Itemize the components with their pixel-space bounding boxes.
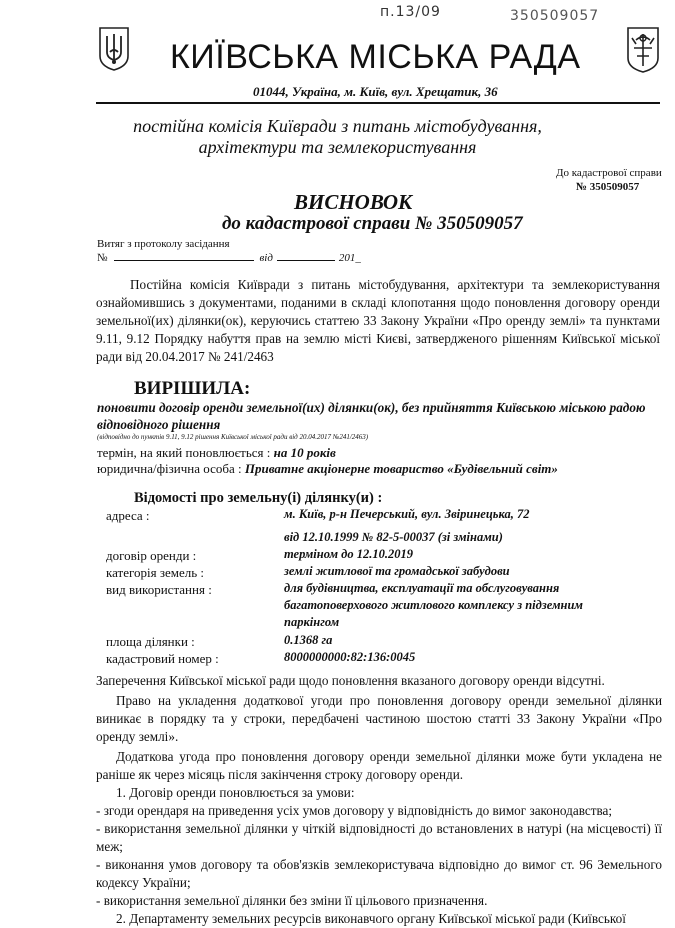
body-bullet-4: - використання земельної ділянки без зміни її цільового призначення. [96,893,488,908]
handwritten-number: 350509057 [510,8,600,24]
land-label-usage: вид використання : [106,582,212,597]
land-value-category: землі житлової та громадської забудови [284,564,510,578]
body-paragraph-1: Заперечення Київської міської ради щодо поновлення вказаного договору оренди відсутні. [96,673,605,688]
body-paragraph-2: Право на укладення додаткової угоди про поновлення договору оренди земельної ділянки виникає в порядку та у строки, передбачені частиною шостою статті 33 Закону України «Про оренду землі». [96,693,662,744]
land-value-usage-3: паркінгом [284,615,340,629]
body-item-1: 1. Договір оренди поновлюється за умови: [116,785,355,800]
decision-text-body: поновити договір оренди земельної(их) ділянки(ок), без прийняття Київською міською радою відповідного рішення [97,400,646,432]
land-heading: Відомості про земельну(і) ділянку(и) : [134,490,383,506]
committee-line-2: архітектури та землекористування [198,137,477,157]
land-label-category: категорія земель : [106,565,205,580]
protocol-year: 201_ [338,252,361,264]
entity-value: Приватне акціонерне товариство «Будівельний світ» [244,461,558,476]
committee-line-1: постійна комісія Київради з питань містобудування, [133,116,542,136]
case-ref-number: № 350509057 [576,181,640,193]
protocol-from: від [259,252,273,264]
ukraine-coat-of-arms-icon [98,26,130,72]
body-bullet-1: - згоди орендаря на приведення усіх умов договору у відповідність до вимог законодавства; [96,803,613,818]
case-ref-label: До кадастрової справи [556,167,662,179]
land-value-usage-1: для будівництва, експлуатації та обслуговування [284,581,560,595]
council-title: КИЇВСЬКА МІСЬКА РАДА [170,38,581,76]
land-label-cadastral: кадастровий номер : [106,651,219,666]
intro-paragraph [96,276,660,366]
entity-row [97,461,558,477]
body-text [96,672,662,928]
body-bullet-2: - використання земельної ділянки у чіткій відповідності до встановлених в натурі (на місцевості) її меж; [96,821,662,854]
handwritten-ref: п.13/09 [380,4,441,20]
body-bullet-3: - виконання умов договору та обов'язків землекористувача відповідно до вимог ст. 96 Земельного кодексу України; [96,857,662,890]
land-label-address: адреса : [106,508,150,523]
land-value-cadastral: 8000000000:82:136:0045 [284,650,416,664]
land-value-address: м. Київ, р-н Печерський, вул. Звіринецька, 72 [284,507,530,521]
council-address: 01044, Україна, м. Київ, вул. Хрещатик, 36 [253,84,498,99]
decision-heading: ВИРІШИЛА: [134,378,251,399]
land-label-contract: договір оренди : [106,548,197,563]
entity-label: юридична/фізична особа : [97,461,242,476]
protocol-no: № [97,252,108,264]
term-value: на 10 років [273,445,336,460]
land-value-contract-date: від 12.10.1999 № 82-5-00037 (зі змінами) [284,530,503,544]
header-rule [96,102,660,104]
protocol-line [97,252,361,264]
protocol-label: Витяг з протоколу засідання [97,238,230,250]
kyiv-coat-of-arms-icon [626,26,660,74]
land-value-area: 0.1368 га [284,633,333,647]
body-item-2: 2. Департаменту земельних ресурсів виконавчого органу Київської міської ради (Київської [116,911,626,926]
document-title: ВИСНОВОК [294,190,413,214]
decision-text [97,399,657,433]
decision-footnote: (відповідно до пунктів 9.11, 9.12 рішення Київської міської ради від 20.04.2017 №241/2463) [97,433,369,441]
land-value-usage-2: багатоповерхового житлового комплексу з підземним [284,598,583,612]
term-row [97,445,336,461]
document-subtitle: до кадастрової справи № 350509057 [222,213,523,234]
land-label-area: площа ділянки : [106,634,195,649]
body-paragraph-3: Додаткова угода про поновлення договору оренди земельної ділянки може бути укладена не раніше як через місяць після закінчення строку договору оренди. [96,749,662,782]
land-value-contract-term: терміном до 12.10.2019 [284,547,413,561]
intro-text: Постійна комісія Київради з питань містобудування, архітектури та землекористування ознайомившись з документами, поданими в складі клопотання щодо поновлення договору оренди земельної(их) ділянки(ок), керуючись статтею 33 Закону України «Про оренду землі» та пунктами 9.11, 9.12 Порядку набуття прав на землю місті Києві, затвердженого рішенням Київської міської ради від 20.04.2017 № 241/2463 [96,277,660,364]
term-label: термін, на який поновлюється : [97,445,271,460]
